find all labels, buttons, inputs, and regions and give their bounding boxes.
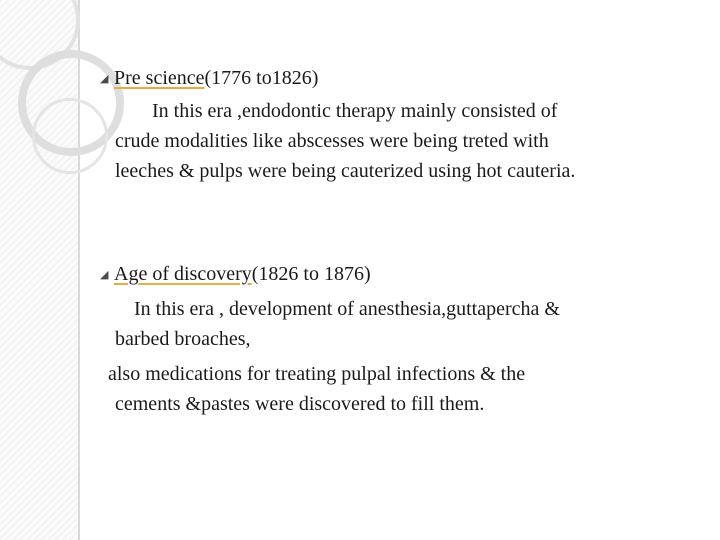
heading-date-range: (1776 to1826) [204, 67, 319, 89]
heading-underlined-text: Pre science [114, 67, 205, 89]
body-line: barbed broaches, [115, 328, 251, 350]
body-line: In this era ,endodontic therapy mainly consisted of [152, 100, 558, 122]
heading-underlined-text: Age of discovery [114, 263, 252, 285]
decorative-ring-inner [32, 98, 108, 174]
body-line: In this era , development of anesthesia,guttapercha & [134, 298, 560, 320]
body-line: crude modalities like abscesses were being treted with [115, 130, 549, 152]
section-heading-age-of-discovery [100, 259, 371, 290]
quarter-circle-bullet-icon: ◢ [100, 269, 109, 281]
section-heading-pre-science [100, 63, 318, 94]
heading-date-range: (1826 to 1876) [251, 263, 371, 285]
body-line: also medications for treating pulpal infections & the [108, 363, 526, 385]
body-line: leeches & pulps were being cauterized using hot cauteria. [115, 160, 576, 182]
quarter-circle-bullet-icon: ◢ [100, 73, 109, 85]
body-line: cements &pastes were discovered to fill them. [115, 393, 485, 415]
